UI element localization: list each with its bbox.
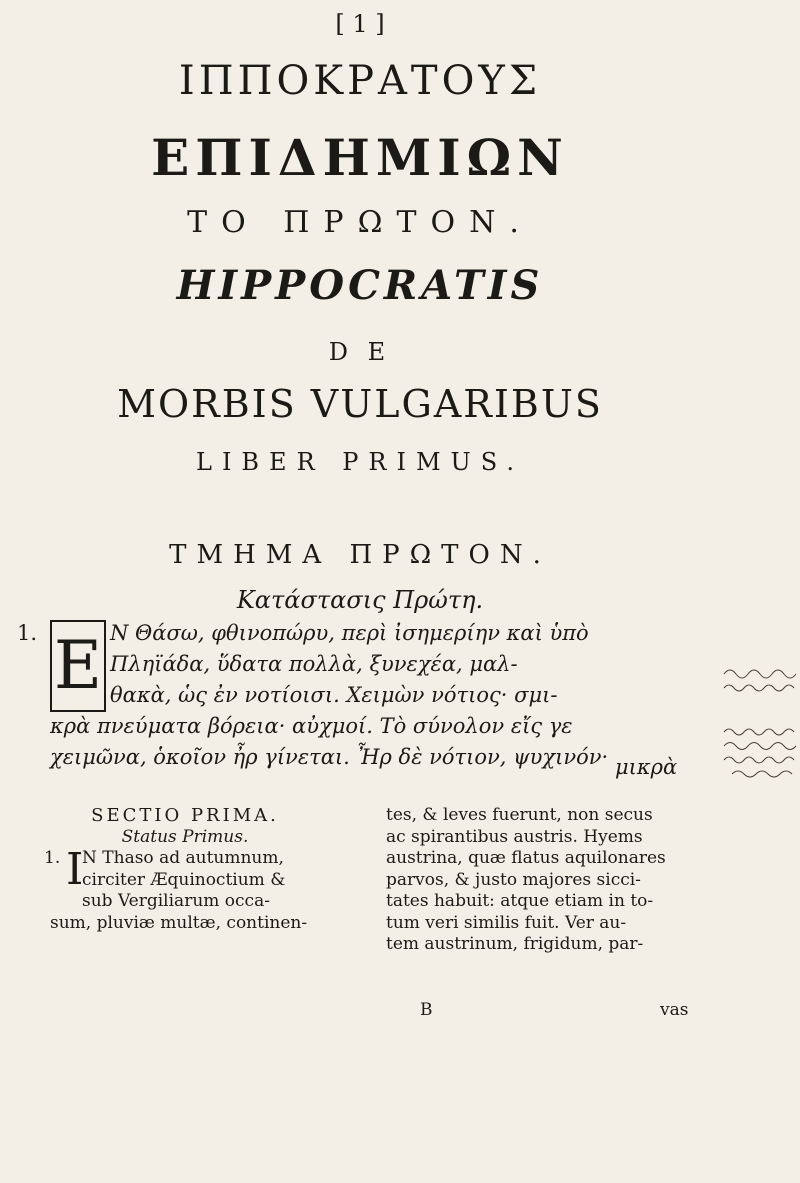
latin-line: parvos, & justo majores sicci- [386,869,641,890]
paragraph-number: 1. [17,621,38,645]
handwritten-marginalia [722,662,800,702]
title-greek-book: ΤΟ ΠΡΩΤΟΝ. [187,205,533,240]
latin-line: circiter Æquinoctium & [82,869,286,890]
latin-column-right [386,805,706,956]
page-number: [ 1 ] [335,10,385,38]
catchword-latin: vas [660,1000,689,1020]
subsection-heading-greek: Κατάστασις Πρώτη. [236,586,484,614]
latin-line: tum veri similis fuit. Ver au- [386,912,627,933]
greek-line: θακὰ, ὡς ἐν νοτίοισι. Χειμὼν νότιος· σμι- [110,683,558,707]
paragraph-number: 1. [44,848,61,868]
latin-line: ac spirantibus austris. Hyems [386,826,643,847]
greek-line: κρὰ πνεύματα βόρεια· αὐχμοί. Τὸ σύνολον εἴς γε [50,714,573,738]
latin-line: sub Vergiliarum occa- [82,891,270,911]
greek-line: Πληϊάδα, ὕδατα πολλὰ, ξυνεχέα, μαλ- [110,652,518,676]
latin-section-heading: SECTIO PRIMA. [91,805,279,826]
title-latin-de: D E [328,338,392,366]
title-greek-work: ΕΠΙΔΗΜΙΩΝ [151,128,569,187]
latin-paragraph [44,844,320,913]
title-greek-author: ΙΠΠΟΚΡΑΤΟΥΣ [178,58,542,104]
latin-line: tem austrinum, frigidum, par- [386,934,644,954]
decorated-initial: E [50,620,106,712]
latin-column-left [44,805,320,934]
signature-mark: B [420,1000,433,1020]
latin-line: tes, & leves fuerunt, non secus [386,805,653,825]
latin-line: sum, pluviæ multæ, continen- [50,912,308,933]
latin-subheading: Status Primus. [121,826,249,847]
greek-line: Ν Θάσω, φθινοπώρυ, περὶ ἰσημερίην καὶ ὑπὸ [110,621,589,645]
section-heading-greek: ΤΜΗΜΑ ΠΡΩΤΟΝ. [169,540,551,570]
title-latin-author: HIPPOCRATIS [176,262,544,309]
title-latin-work: MORBIS VULGARIBUS [117,382,603,426]
latin-initial: I [66,844,84,895]
catchword-greek: μικρὰ [615,755,678,779]
latin-line: tates habuit: atque etiam in to- [386,891,654,911]
latin-line: austrina, quæ flatus aquilonares [386,848,666,868]
greek-paragraph [17,618,710,773]
greek-line: χειμῶνα, ὁκοῖον ἦρ γίνεται. Ἦρ δὲ νότιον, ψυχινόν· [50,745,609,769]
handwritten-marginalia [722,722,800,782]
latin-line: N Thaso ad autumnum, [82,848,284,868]
title-latin-book: LIBER PRIMUS. [196,448,524,476]
